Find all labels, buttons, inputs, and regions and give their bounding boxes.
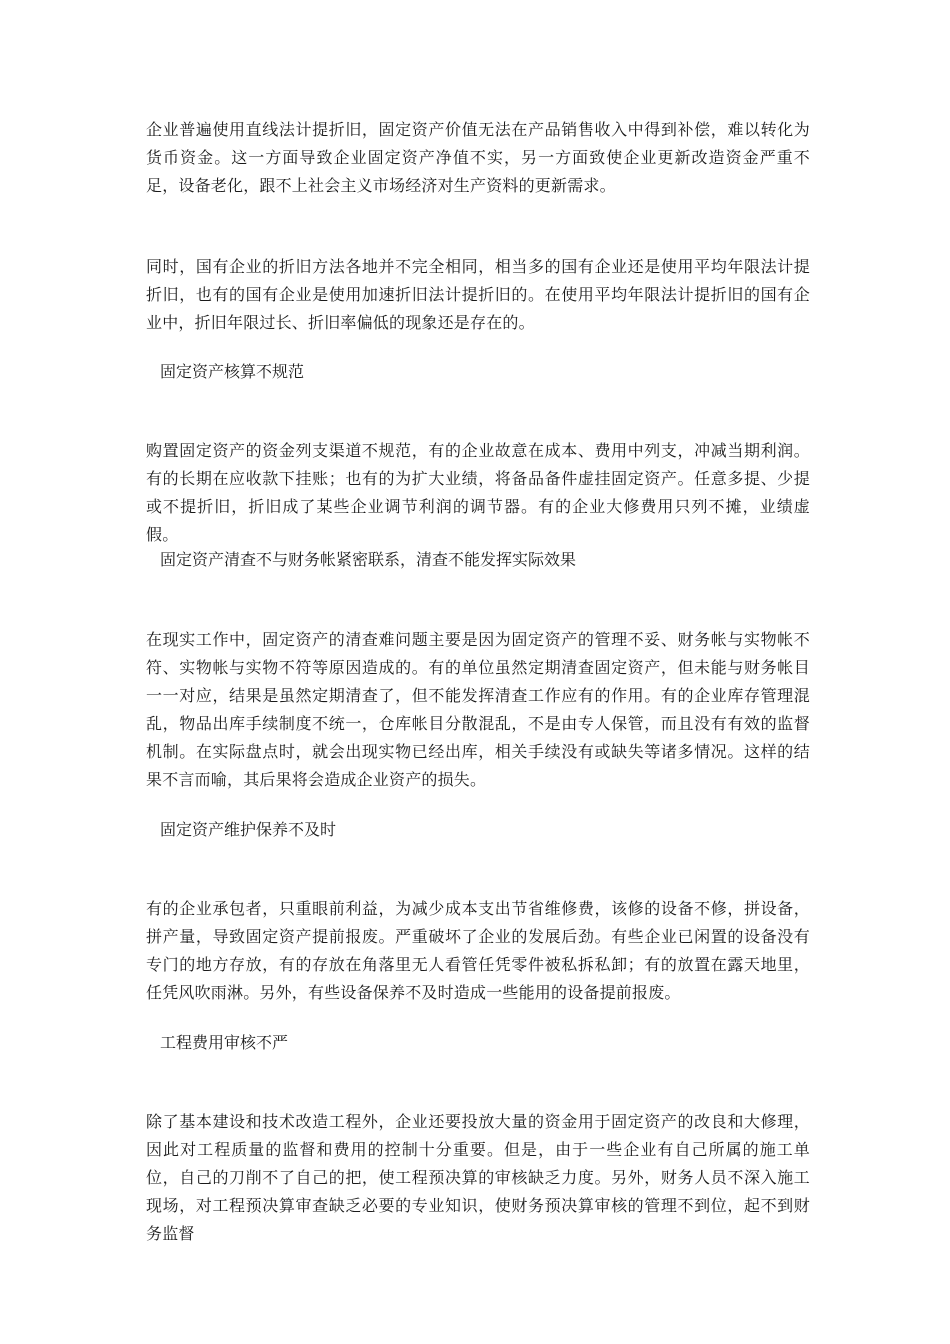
heading-accounting-nonstandard: 固定资产核算不规范 — [160, 362, 305, 381]
heading-engineering-audit: 工程费用审核不严 — [160, 1033, 289, 1052]
paragraph-engineering-audit: 除了基本建设和技术改造工程外，企业还要投放大量的资金用于固定资产的改良和大修理，因此对工程质量的监督和费用的控制十分重要。但是，由于一些企业有自己所属的施工单位，自己的刀削不了自己的把，使工程预决算的审核缺乏力度。另外，财务人员不深入施工现场，对工程预决算审查缺乏必要的专业知识，使财务预决算审核的管理不到位，起不到财务监督 — [146, 1112, 810, 1243]
paragraph-depreciation-method: 企业普遍使用直线法计提折旧，固定资产价值无法在产品销售收入中得到补偿，难以转化为货币资金。这一方面导致企业固定资产净值不实，另一方面致使企业更新改造资金严重不足，设备老化，跟不上社会主义市场经济对生产资料的更新需求。 — [146, 120, 810, 195]
heading-maintenance: 固定资产维护保养不及时 — [160, 820, 337, 839]
paragraph-inventory-check: 在现实工作中，固定资产的清查难问题主要是因为固定资产的管理不妥、财务帐与实物帐不符、实物帐与实物不符等原因造成的。有的单位虽然定期清查固定资产，但未能与财务帐目一一对应，结果是虽然定期清查了，但不能发挥清查工作应有的作用。有的企业库存管理混乱，物品出库手续制度不统一，仓库帐目分散混乱，不是由专人保管，而且没有有效的监督机制。在实际盘点时，就会出现实物已经出库，相关手续没有或缺失等诸多情况。这样的结果不言而喻，其后果将会造成企业资产的损失。 — [146, 630, 810, 789]
paragraph-accounting-nonstandard: 购置固定资产的资金列支渠道不规范，有的企业故意在成本、费用中列支，冲减当期利润。有的长期在应收款下挂账；也有的为扩大业绩，将备品备件虚挂固定资产。任意多提、少提或不提折旧，折旧成了某些企业调节利润的调节器。有的企业大修费用只列不摊，业绩虚假。 — [146, 441, 810, 544]
heading-inventory-check: 固定资产清查不与财务帐紧密联系，清查不能发挥实际效果 — [160, 550, 577, 569]
paragraph-maintenance: 有的企业承包者，只重眼前利益，为减少成本支出节省维修费，该修的设备不修，拼设备，拼产量，导致固定资产提前报废。严重破坏了企业的发展后劲。有些企业已闲置的设备没有专门的地方存放，有的存放在角落里无人看管任凭零件被私拆私卸；有的放置在露天地里，任凭风吹雨淋。另外，有些设备保养不及时造成一些能用的设备提前报废。 — [146, 899, 810, 1002]
paragraph-state-enterprise-depreciation: 同时，国有企业的折旧方法各地并不完全相同，相当多的国有企业还是使用平均年限法计提折旧，也有的国有企业是使用加速折旧法计提折旧的。在使用平均年限法计提折旧的国有企业中，折旧年限过长、折旧率偏低的现象还是存在的。 — [146, 257, 810, 332]
